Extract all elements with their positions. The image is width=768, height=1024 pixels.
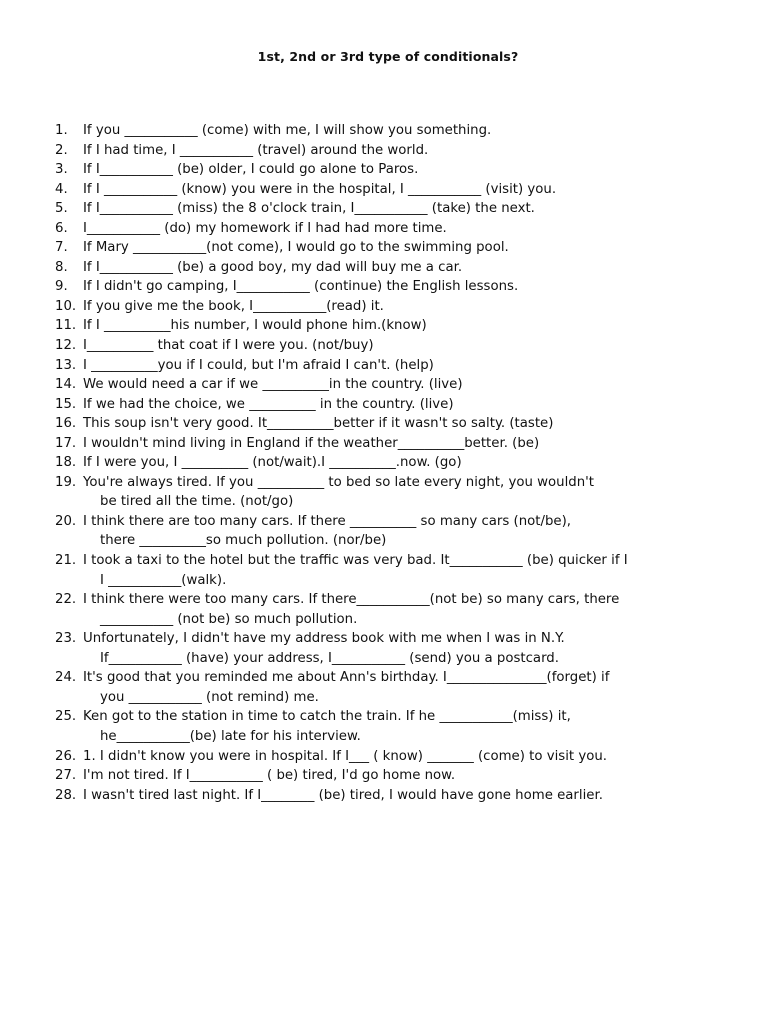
exercise-number: 11. (55, 318, 77, 334)
exercise-text (83, 434, 539, 454)
exercise-item (0, 668, 768, 707)
exercise-text-line: If I___________ (miss) the 8 o'clock train, I___________ (take) the next. (83, 201, 535, 217)
exercise-item (0, 395, 768, 415)
exercise-text (83, 453, 462, 473)
exercise-item (0, 160, 768, 180)
exercise-item (0, 277, 768, 297)
exercise-item (0, 473, 768, 512)
exercise-text-line: I__________ that coat if I were you. (not/buy) (83, 338, 374, 354)
exercise-text-line: Ken got to the station in time to catch the train. If he ___________(miss) it, (83, 709, 571, 725)
exercise-text-line: We would need a car if we __________in the country. (live) (83, 377, 463, 393)
exercise-item (0, 375, 768, 395)
exercise-item (0, 180, 768, 200)
exercise-item (0, 707, 768, 746)
worksheet-title: 1st, 2nd or 3rd type of conditionals? (257, 49, 519, 64)
exercise-text (83, 629, 565, 668)
exercise-item (0, 121, 768, 141)
exercise-item (0, 336, 768, 356)
exercise-text (83, 668, 609, 707)
exercise-text (83, 786, 603, 806)
exercise-text (83, 395, 454, 415)
exercise-text-line: If you give me the book, I___________(read) it. (83, 298, 384, 314)
exercise-item (0, 434, 768, 454)
exercise-number: 6. (55, 220, 68, 236)
exercise-text-line: You're always tired. If you __________ to bed so late every night, you wouldn't (83, 474, 594, 490)
exercise-text-line: I think there were too many cars. If there___________(not be) so many cars, there (83, 592, 620, 608)
exercise-item (0, 629, 768, 668)
exercise-item (0, 219, 768, 239)
exercise-text-line: If I___________ (be) a good boy, my dad will buy me a car. (83, 259, 463, 275)
exercise-number: 23. (55, 631, 77, 647)
exercise-item (0, 316, 768, 336)
exercise-text (83, 141, 428, 161)
exercise-text-line: This soup isn't very good. It__________better if it wasn't so salty. (taste) (83, 416, 554, 432)
exercise-item (0, 453, 768, 473)
exercise-text (83, 160, 418, 180)
exercise-text-continuation: be tired all the time. (not/go) (100, 494, 294, 510)
exercise-number: 7. (55, 240, 68, 256)
exercise-text (83, 766, 455, 786)
exercise-item (0, 199, 768, 219)
exercise-number: 10. (55, 298, 77, 314)
exercise-text-line: I __________you if I could, but I'm afraid I can't. (help) (83, 357, 434, 373)
exercise-number: 20. (55, 513, 77, 529)
exercise-text-line: I wouldn't mind living in England if the weather__________better. (be) (83, 435, 540, 451)
exercise-text (83, 297, 384, 317)
exercise-text-line: If I __________his number, I would phone him.(know) (83, 318, 427, 334)
exercise-text (83, 551, 628, 590)
exercise-number: 27. (55, 768, 77, 784)
exercise-text-line: If I didn't go camping, I___________ (continue) the English lessons. (83, 279, 519, 295)
exercise-text-line: If I___________ (be) older, I could go alone to Paros. (83, 162, 419, 178)
exercise-number: 5. (55, 201, 68, 217)
exercise-text (83, 747, 607, 767)
exercise-text (83, 473, 594, 512)
exercise-text-line: If we had the choice, we __________ in the country. (live) (83, 396, 454, 412)
exercise-text-line: If I had time, I ___________ (travel) around the world. (83, 142, 429, 158)
exercise-text (83, 219, 447, 239)
exercise-number: 26. (55, 748, 77, 764)
exercise-number: 14. (55, 377, 77, 393)
exercise-text-continuation: I ___________(walk). (100, 572, 227, 588)
exercise-number: 24. (55, 670, 77, 686)
exercise-item (0, 512, 768, 551)
exercise-text (83, 180, 556, 200)
exercise-item (0, 356, 768, 376)
exercise-text-continuation: ___________ (not be) so much pollution. (100, 611, 358, 627)
exercise-text-line: If I ___________ (know) you were in the hospital, I ___________ (visit) you. (83, 181, 557, 197)
exercise-number: 17. (55, 435, 77, 451)
exercise-number: 18. (55, 455, 77, 471)
exercise-number: 21. (55, 553, 77, 569)
exercise-item (0, 551, 768, 590)
exercise-text-continuation: you ___________ (not remind) me. (100, 689, 319, 705)
exercise-text-continuation: he___________(be) late for his interview. (100, 728, 361, 744)
exercise-number: 1. (55, 123, 68, 138)
exercise-number: 16. (55, 416, 77, 432)
exercise-number: 28. (55, 787, 77, 803)
exercise-text (83, 512, 571, 551)
exercise-text-line: It's good that you reminded me about Ann's birthday. I_______________(forget) if (83, 670, 610, 686)
exercise-number: 12. (55, 338, 77, 354)
exercise-text-continuation: there __________so much pollution. (nor/be) (100, 533, 387, 549)
exercise-number: 22. (55, 592, 77, 608)
exercise-text (83, 258, 462, 278)
exercise-text (83, 336, 374, 356)
exercise-text-line: I think there are too many cars. If there __________ so many cars (not/be), (83, 513, 572, 529)
exercise-item (0, 141, 768, 161)
exercise-number: 4. (55, 181, 68, 197)
exercise-text-line: I took a taxi to the hotel but the traffic was very bad. It___________ (be) quicker if I (83, 553, 628, 569)
exercise-text (83, 707, 571, 746)
exercise-text (83, 375, 463, 395)
exercise-text-line: If you ___________ (come) with me, I will show you something. (83, 123, 492, 138)
exercise-text (83, 238, 509, 258)
exercise-number: 9. (55, 279, 68, 295)
exercise-item (0, 297, 768, 317)
exercise-text (83, 590, 619, 629)
exercise-item (0, 414, 768, 434)
exercise-text-line: 1. I didn't know you were in hospital. If I___ ( know) _______ (come) to visit you. (83, 748, 607, 764)
exercise-number: 2. (55, 142, 68, 158)
exercise-text-line: I___________ (do) my homework if I had had more time. (83, 220, 447, 236)
exercise-number: 13. (55, 357, 77, 373)
exercise-item (0, 238, 768, 258)
exercise-text-line: If I were you, I __________ (not/wait).I __________.now. (go) (83, 455, 462, 471)
exercise-text (83, 199, 535, 219)
exercise-item (0, 766, 768, 786)
exercise-number: 8. (55, 259, 68, 275)
exercise-number: 19. (55, 474, 77, 490)
exercise-list (0, 121, 768, 805)
exercise-number: 15. (55, 396, 77, 412)
exercise-text (83, 277, 518, 297)
exercise-item (0, 786, 768, 806)
exercise-text-line: I'm not tired. If I___________ ( be) tired, I'd go home now. (83, 768, 456, 784)
exercise-text-line: If Mary ___________(not come), I would go to the swimming pool. (83, 240, 509, 256)
exercise-item (0, 258, 768, 278)
exercise-text-line: Unfortunately, I didn't have my address book with me when I was in N.Y. (83, 631, 565, 647)
exercise-number: 3. (55, 162, 68, 178)
exercise-text (83, 121, 491, 141)
exercise-item (0, 590, 768, 629)
exercise-text (83, 316, 427, 336)
exercise-number: 25. (55, 709, 77, 725)
exercise-text (83, 414, 553, 434)
exercise-text-line: I wasn't tired last night. If I________ (be) tired, I would have gone home earlier. (83, 787, 603, 803)
exercise-text-continuation: If___________ (have) your address, I___________ (send) you a postcard. (100, 650, 559, 666)
exercise-text (83, 356, 434, 376)
exercise-item (0, 747, 768, 767)
